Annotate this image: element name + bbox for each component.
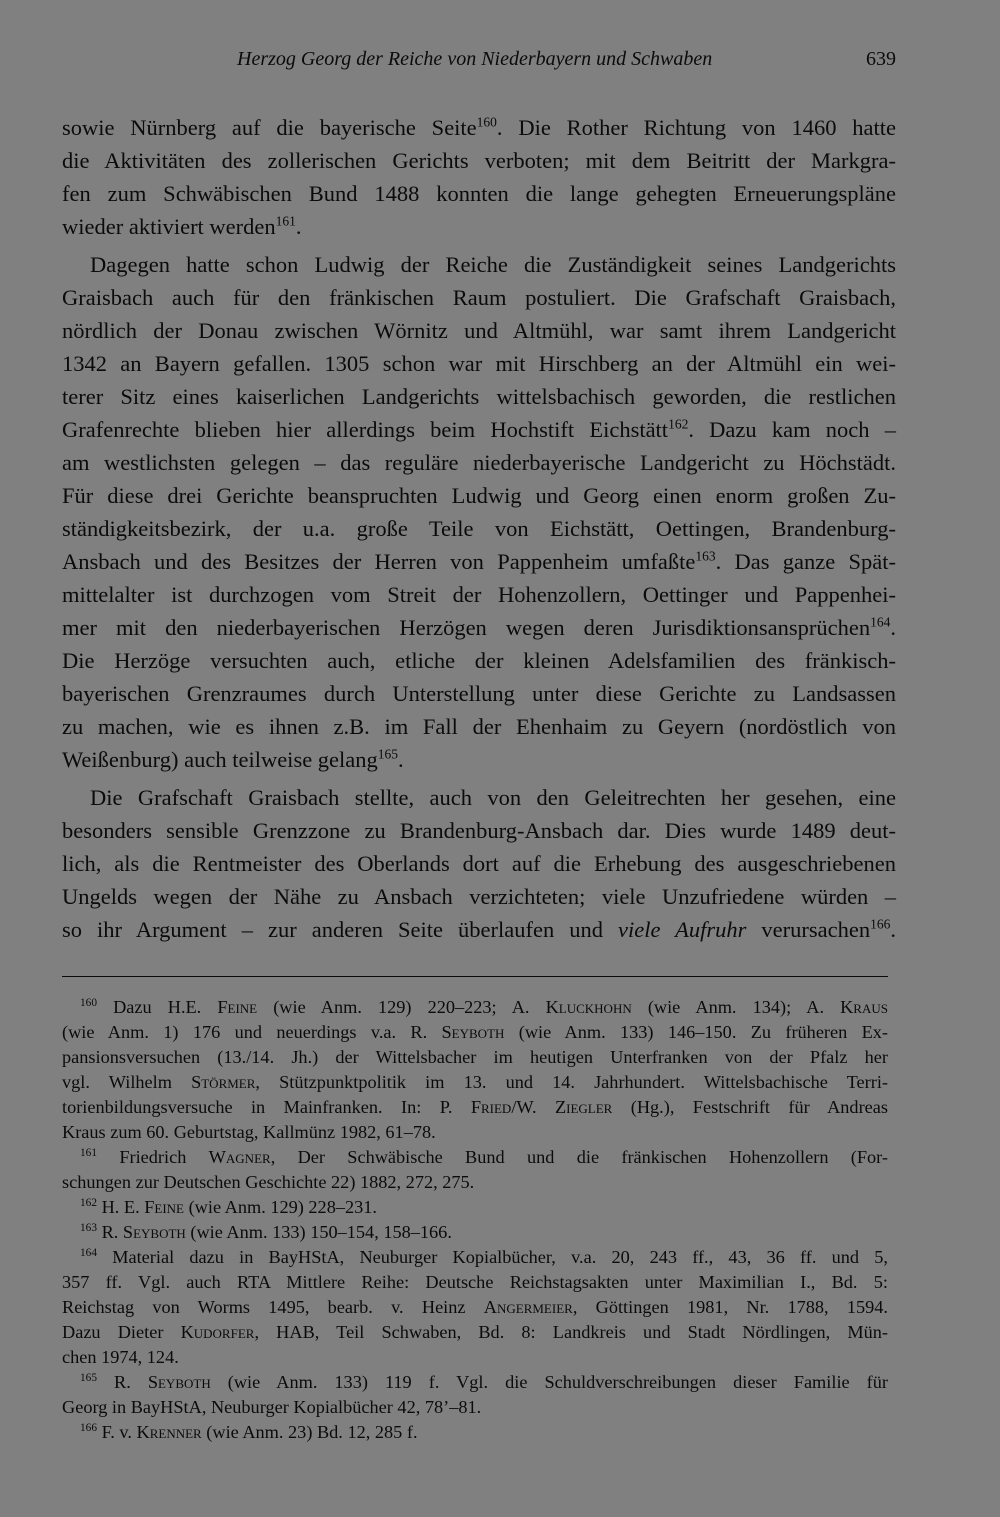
footnote-ref[interactable]: 165 — [377, 746, 399, 762]
footnote-line: chen 1974, 124. — [62, 1347, 179, 1367]
footnote-line: 357 ff. Vgl. auch RTA Mittlere Reihe: Deutsche Reichstagsakten unter Maximilian I., Bd. 5: — [62, 1272, 888, 1292]
text-line: ständigkeitsbezirk, der u.a. große Teile von Eichstätt, Oettingen, Brandenburg- — [62, 516, 896, 541]
text-line: so ihr Argument – zur anderen Seite überlaufen und viele Aufruhr verursachen$^{166}$. — [62, 916, 896, 942]
running-title: Herzog Georg der Reiche von Niederbayern und Schwaben — [237, 48, 713, 70]
footnote-ref[interactable]: 161 — [275, 213, 296, 229]
text-line: terer Sitz eines kaiserlichen Landgerichts wittelsbachisch geworden, die restlichen — [62, 384, 896, 409]
footnote-162: 162 H. E. Feine (wie Anm. 129) 228–231. — [80, 1196, 377, 1217]
footnote-163: 163 R. Seyboth (wie Anm. 133) 150–154, 158–166. — [80, 1221, 452, 1242]
footnote-line: Reichstag von Worms 1495, bearb. v. Heinz Angermeier, Göttingen 1981, Nr. 1788, 1594. — [62, 1297, 889, 1317]
text-line: Grafenrechte blieben hier allerdings beim Hochstift Eichstätt$^{162}$. Dazu kam noch – — [62, 416, 896, 442]
text-line: zu machen, wie es ihnen z.B. im Fall der Ehenhaim zu Geyern (nordöstlich von — [62, 714, 896, 739]
text-line: nördlich der Donau zwischen Wörnitz und Altmühl, war samt ihrem Landgericht — [62, 318, 896, 343]
text-line: mittelalter ist durchzogen vom Streit der Hohenzollern, Oettinger und Pappenhei- — [62, 582, 896, 607]
footnote-ref[interactable]: 160 — [476, 114, 497, 130]
footnote-166: 166 F. v. Krenner (wie Anm. 23) Bd. 12, 285 f. — [80, 1421, 418, 1442]
text-line: mer mit den niederbayerischen Herzögen wegen deren Jurisdiktionsansprüchen$^{164}$. — [62, 614, 896, 640]
text-line: lich, als die Rentmeister des Oberlands dort auf die Erhebung des ausgeschriebenen — [62, 851, 896, 876]
footnote-ref[interactable]: 164 — [870, 614, 891, 630]
footnote-160: 160 Dazu H.E. Feine (wie Anm. 129) 220–223; A. Kluckhohn (wie Anm. 134); A. Kraus — [80, 996, 888, 1017]
text-line: Ansbach und des Besitzes der Herren von Pappenheim umfaßte$^{163}$. Das ganze Spät- — [62, 548, 896, 574]
text-line: sowie Nürnberg auf die bayerische Seite$^{160}$. Die Rother Richtung von 1460 hatte — [62, 114, 896, 140]
text-line: Dagegen hatte schon Ludwig der Reiche die Zuständigkeit seines Landgerichts — [90, 252, 896, 277]
text-line: Die Herzöge versuchten auch, etliche der kleinen Adelsfamilien des fränkisch- — [62, 648, 896, 673]
text-line: besonders sensible Grenzzone zu Brandenburg-Ansbach dar. Dies wurde 1489 deut- — [62, 818, 896, 843]
footnote-ref[interactable]: 163 — [695, 548, 716, 564]
text-line: Weißenburg) auch teilweise gelang$^{165}$. — [62, 746, 404, 772]
footnote-ref[interactable]: 166 — [870, 916, 891, 932]
footnote-line: Kraus zum 60. Geburtstag, Kallmünz 1982, 61–78. — [62, 1122, 436, 1142]
text-line: Ungelds wegen der Nähe zu Ansbach verzichteten; viele Unzufriedene würden – — [62, 884, 896, 909]
text-line: wieder aktiviert werden$^{161}$. — [62, 213, 302, 239]
text-line: die Aktivitäten des zollerischen Gerichts verboten; mit dem Beitritt der Markgra- — [62, 148, 896, 173]
italic-phrase: viele Aufruhr — [618, 917, 747, 942]
footnote-line: Dazu Dieter Kudorfer, HAB, Teil Schwaben, Bd. 8: Landkreis und Stadt Nördlingen, Mün- — [62, 1322, 888, 1342]
footnote-line: pansionsversuchen (13./14. Jh.) der Wittelsbacher im heutigen Unterfranken von der Pfalz her — [62, 1047, 888, 1067]
footnote-line: Georg in BayHStA, Neuburger Kopialbücher 42, 78’–81. — [62, 1397, 482, 1417]
footnote-line: torienbildungsversuche in Mainfranken. In: P. Fried/W. Ziegler (Hg.), Festschrift für Andreas — [62, 1097, 889, 1117]
text-line: Graisbach auch für den fränkischen Raum postuliert. Die Grafschaft Graisbach, — [62, 285, 896, 310]
footnote-161: 161 Friedrich Wagner, Der Schwäbische Bund und die fränkischen Hohenzollern (For- — [80, 1146, 888, 1167]
footnote-line: (wie Anm. 1) 176 und neuerdings v.a. R. Seyboth (wie Anm. 133) 146–150. Zu früheren Ex- — [62, 1022, 889, 1042]
footnote-165: 165 R. Seyboth (wie Anm. 133) 119 f. Vgl. die Schuldverschreibungen dieser Familie für — [80, 1371, 888, 1392]
text-line: bayerischen Grenzraumes durch Unterstellung unter diese Gerichte zu Landsassen — [62, 681, 896, 706]
footnote-line: schungen zur Deutschen Geschichte 22) 1882, 272, 275. — [62, 1172, 475, 1192]
running-head — [62, 48, 896, 78]
text-line: am westlichsten gelegen – das reguläre niederbayerische Landgericht zu Höchstädt. — [62, 450, 896, 475]
text-line: Für diese drei Gerichte beanspruchten Ludwig und Georg einen enorm großen Zu- — [62, 483, 896, 508]
text-line: 1342 an Bayern gefallen. 1305 schon war mit Hirschberg an der Altmühl ein wei- — [62, 351, 896, 376]
page-number: 639 — [866, 48, 896, 70]
footnote-rule — [62, 976, 888, 977]
text-line: Die Grafschaft Graisbach stellte, auch von den Geleitrechten her gesehen, eine — [90, 785, 896, 810]
text-line: fen zum Schwäbischen Bund 1488 konnten die lange gehegten Erneuerungspläne — [62, 181, 896, 206]
footnote-line: vgl. Wilhelm Störmer, Stützpunktpolitik im 13. und 14. Jahrhundert. Wittelsbachische Terri- — [62, 1072, 888, 1092]
footnote-ref[interactable]: 162 — [668, 416, 689, 432]
footnote-164: 164 Material dazu in BayHStA, Neuburger Kopialbücher, v.a. 20, 243 ff., 43, 36 ff. und 5, — [80, 1246, 889, 1267]
